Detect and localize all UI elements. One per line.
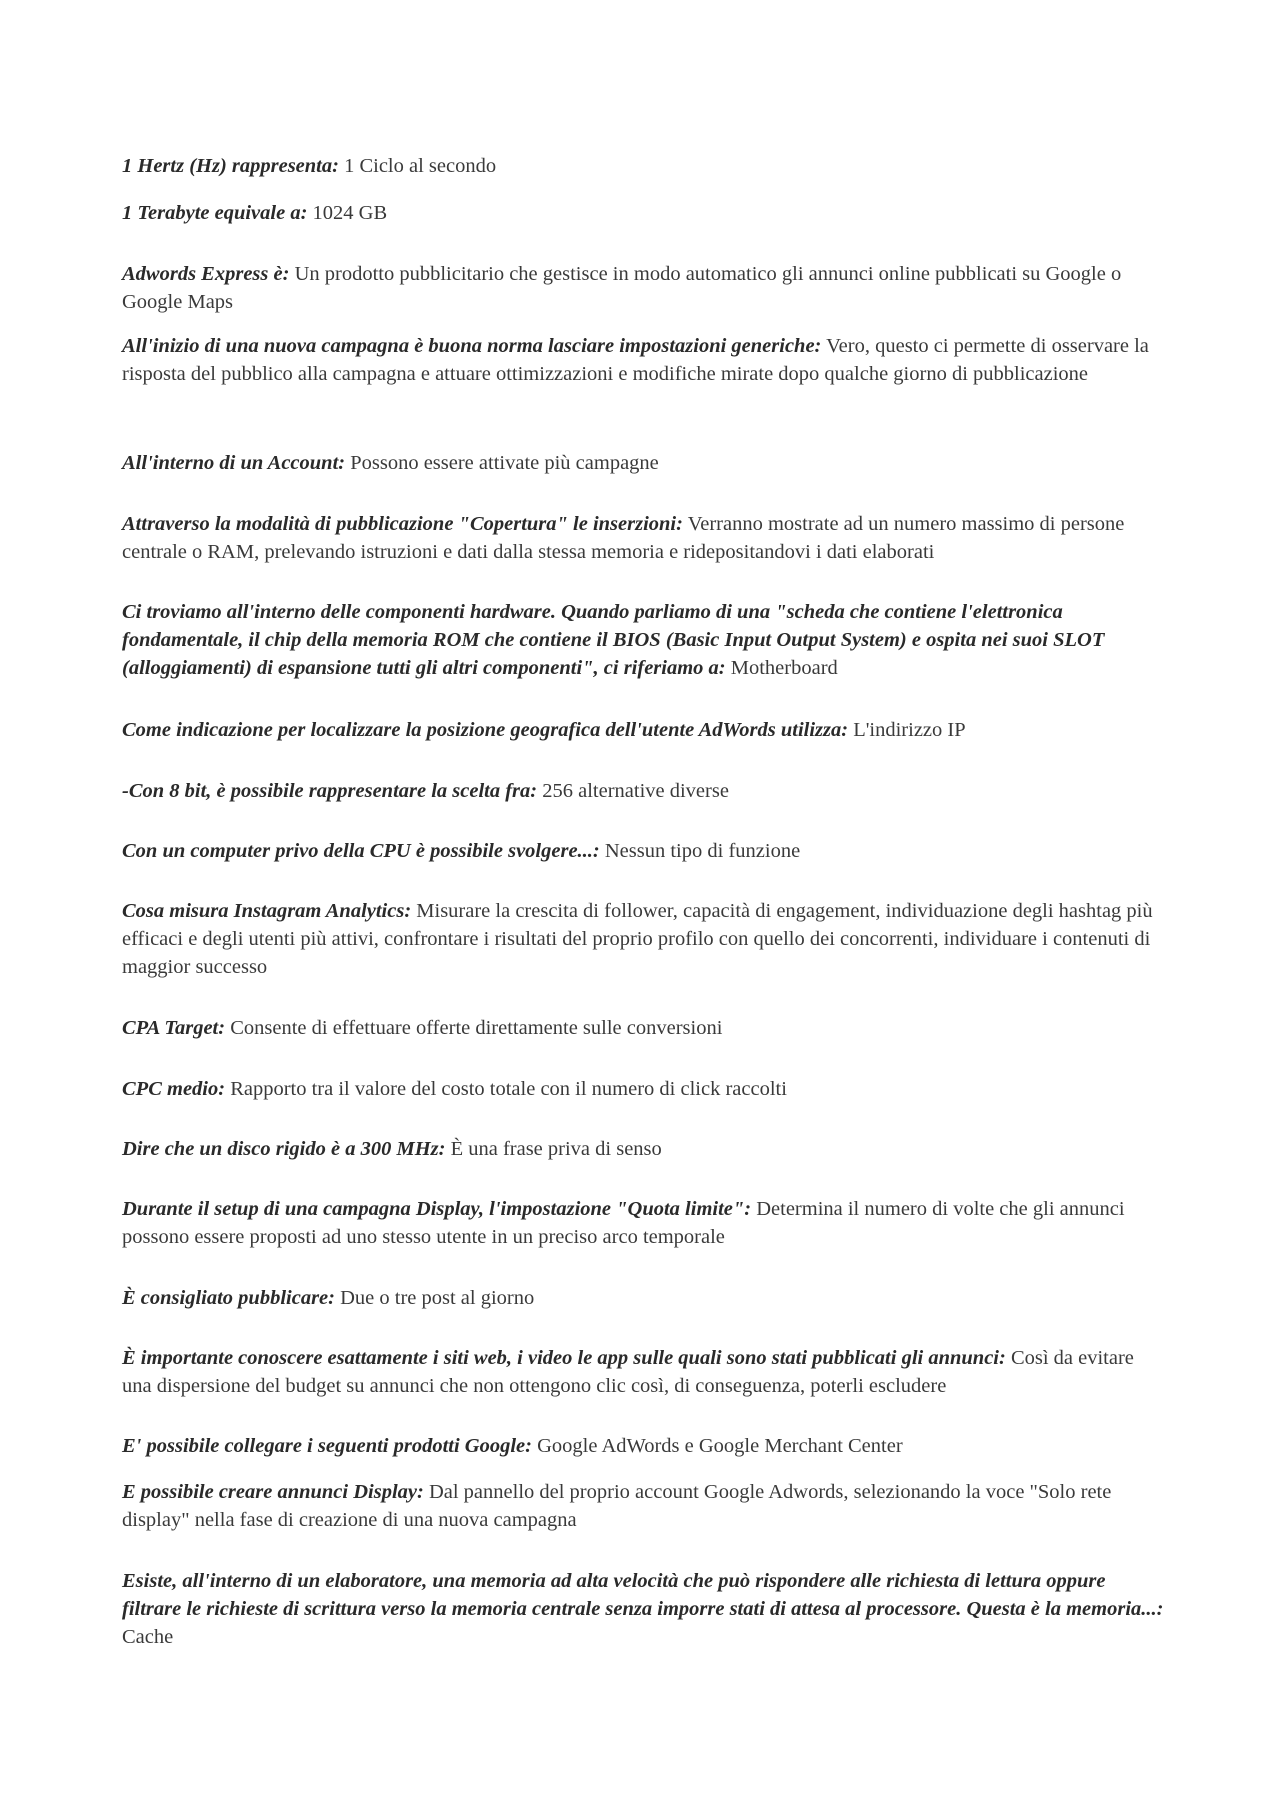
entry-adwords-express (122, 260, 1167, 316)
entry-pubblicare (122, 1284, 1167, 1312)
entry-account (122, 449, 1167, 477)
entry-disco-rigido (122, 1135, 1167, 1163)
entry-cpa-target (122, 1014, 1167, 1042)
entry-answer: Possono essere attivate più campagne (350, 452, 659, 474)
entry-terabyte (122, 199, 1167, 227)
entry-cpu (122, 837, 1167, 865)
entry-question: -Con 8 bit, è possibile rappresentare la scelta fra: (122, 780, 538, 802)
entry-8-bit (122, 777, 1167, 805)
entry-instagram-analytics (122, 897, 1167, 981)
entry-answer: Dal pannello del proprio account Google Adwords, selezionando la voce "Solo rete display" nella fase di creazione di una nuova campagna (122, 1481, 1112, 1531)
entry-answer: Motherboard (730, 657, 838, 679)
entry-answer: È una frase priva di senso (450, 1138, 662, 1160)
entry-memoria-cache (122, 1567, 1167, 1651)
entry-question: Come indicazione per localizzare la posizione geografica dell'utente AdWords utilizza: (122, 719, 849, 741)
entry-indirizzo-ip (122, 716, 1167, 744)
entry-question: E' possibile collegare i seguenti prodotti Google: (122, 1435, 532, 1457)
entry-question: Esiste, all'interno di un elaboratore, una memoria ad alta velocità che può rispondere alle richiesta di lettura oppure filtrare le richieste di scrittura verso la memoria centrale senza imporre stati di attesa al processore. Questa è la memoria...: (122, 1570, 1164, 1620)
entry-question: Dire che un disco rigido è a 300 MHz: (122, 1138, 446, 1160)
entry-answer: Rapporto tra il valore del costo totale con il numero di click raccolti (230, 1078, 787, 1100)
entry-answer: 1 Ciclo al secondo (344, 155, 497, 177)
entry-question: Durante il setup di una campagna Display, l'impostazione "Quota limite": (122, 1198, 752, 1220)
entry-answer: Google AdWords e Google Merchant Center (537, 1435, 903, 1457)
entry-question: All'interno di un Account: (122, 452, 346, 474)
entry-question: 1 Hertz (Hz) rappresenta: (122, 155, 339, 177)
entry-answer: Verranno mostrate ad un numero massimo di persone centrale o RAM, prelevando istruzioni e dati dalla stessa memoria e ridepositandovi i dati elaborati (122, 513, 1125, 563)
entry-hertz (122, 152, 1167, 180)
entry-question: CPA Target: (122, 1017, 226, 1039)
entry-answer: Così da evitare una dispersione del budget su annunci che non ottengono clic così, di conseguenza, poterli escludere (122, 1347, 1134, 1397)
entry-answer: Vero, questo ci permette di osservare la risposta del pubblico alla campagna e attuare ottimizzazioni e modifiche mirate dopo qualche giorno di pubblicazione (122, 335, 1149, 385)
entry-quota-limite (122, 1195, 1167, 1251)
entry-answer: 256 alternative diverse (542, 780, 729, 802)
entry-answer: Nessun tipo di funzione (604, 840, 801, 862)
entry-question: È importante conoscere esattamente i siti web, i video le app sulle quali sono stati pubblicati gli annunci: (122, 1347, 1006, 1369)
entry-answer: Determina il numero di volte che gli annunci possono essere proposti ad uno stesso utente in un preciso arco temporale (122, 1198, 1125, 1248)
entry-question: Con un computer privo della CPU è possibile svolgere...: (122, 840, 600, 862)
entry-prodotti-google (122, 1432, 1167, 1460)
entry-answer: 1024 GB (312, 202, 388, 224)
entry-question: E possibile creare annunci Display: (122, 1481, 424, 1503)
entry-question: Adwords Express è: (122, 263, 290, 285)
entry-answer: L'indirizzo IP (853, 719, 966, 741)
entry-question: Ci troviamo all'interno delle componenti hardware. Quando parliamo di una "scheda che contiene l'elettronica fondamentale, il chip della memoria ROM che contiene il BIOS (Basic Input Output System) e ospita nei suoi SLOT (alloggiamenti) di espansione tutti gli altri componenti", ci riferiamo a: (122, 601, 1105, 679)
entry-answer: Un prodotto pubblicitario che gestisce in modo automatico gli annunci online pubblicati su Google o Google Maps (122, 263, 1122, 313)
entry-impostazioni-generiche (122, 332, 1167, 388)
entry-siti-web (122, 1344, 1167, 1400)
entry-question: Cosa misura Instagram Analytics: (122, 900, 412, 922)
entry-question: Attraverso la modalità di pubblicazione "Copertura" le inserzioni: (122, 513, 683, 535)
entry-cpc-medio (122, 1075, 1167, 1103)
entry-question: All'inizio di una nuova campagna è buona norma lasciare impostazioni generiche: (122, 335, 822, 357)
entry-motherboard (122, 598, 1167, 682)
entry-annunci-display (122, 1478, 1167, 1534)
entry-answer: Misurare la crescita di follower, capacità di engagement, individuazione degli hashtag più efficaci e degli utenti più attivi, confrontare i risultati del proprio profilo con quello dei concorrenti, individuare i contenuti di maggior successo (122, 900, 1153, 978)
entry-answer: Due o tre post al giorno (340, 1287, 535, 1309)
entry-question: È consigliato pubblicare: (122, 1287, 335, 1309)
entry-answer: Cache (122, 1626, 174, 1648)
entry-answer: Consente di effettuare offerte direttamente sulle conversioni (230, 1017, 723, 1039)
entry-question: CPC medio: (122, 1078, 226, 1100)
entry-copertura (122, 510, 1167, 566)
entry-question: 1 Terabyte equivale a: (122, 202, 308, 224)
